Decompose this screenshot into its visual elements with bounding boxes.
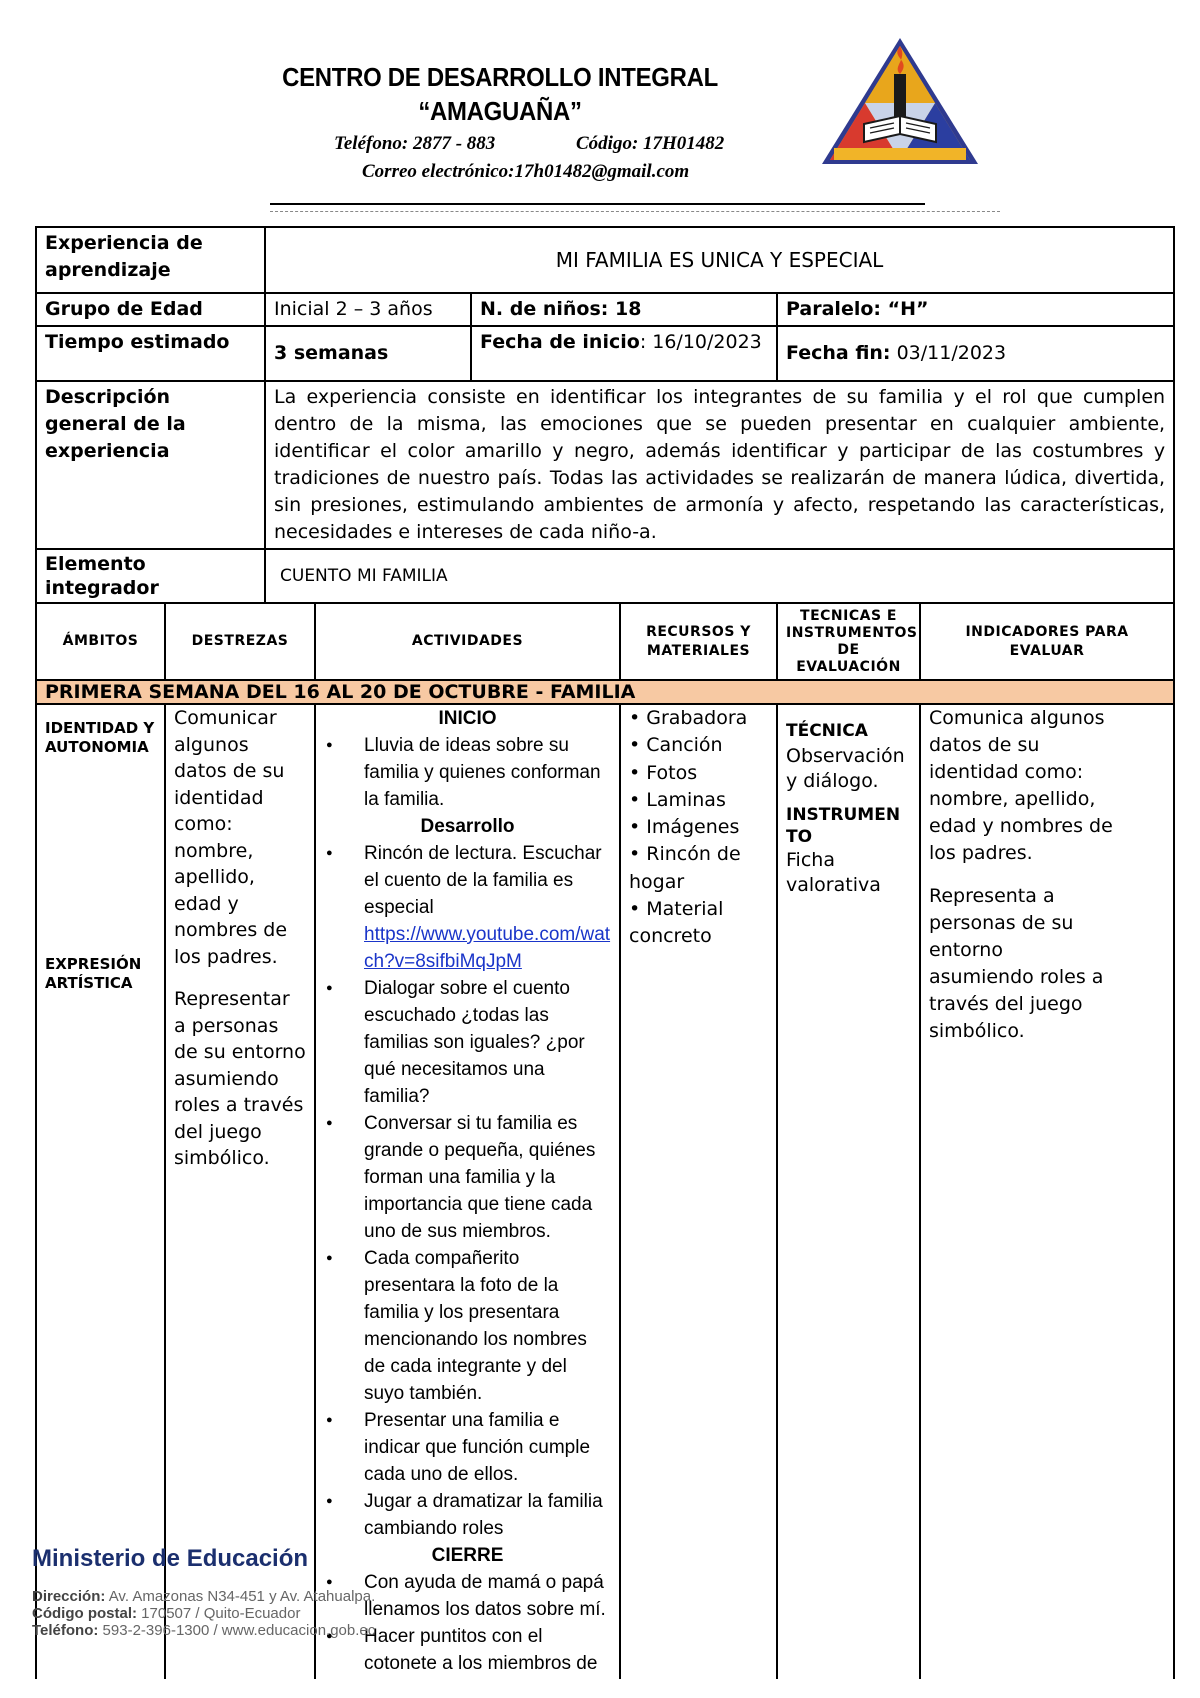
header-rule <box>270 203 925 205</box>
ninos-label: N. de niños: 18 <box>471 293 777 326</box>
tiempo-label: Tiempo estimado <box>36 326 265 381</box>
ambito-expresion: EXPRESIÓN ARTÍSTICA <box>45 955 142 992</box>
footer-direccion-label: Dirección: <box>32 1588 106 1605</box>
indicador-identidad: Comunica algunos datos de su identidad como: nombre, apellido, edad y nombres de los padres. <box>929 707 1113 864</box>
destrezas-cell <box>165 704 315 1679</box>
recursos-cell <box>620 704 777 1679</box>
tiempo-value: 3 semanas <box>265 326 471 381</box>
col-recursos: RECURSOS Y MATERIALES <box>620 603 777 680</box>
descripcion-label: Descripción general de la experiencia <box>36 381 265 549</box>
col-indicadores: INDICADORES PARA EVALUAR <box>920 603 1174 680</box>
grupo-value: Inicial 2 – 3 años <box>265 293 471 326</box>
institution-phone: Teléfono: 2877 - 883 <box>334 133 496 154</box>
experiencia-value: MI FAMILIA ES UNICA Y ESPECIAL <box>265 227 1174 293</box>
planning-table <box>35 226 1175 1679</box>
tecnicas-cell <box>777 704 920 1679</box>
recurso-item: • Laminas <box>629 788 726 811</box>
recurso-item: • Rincón de hogar <box>629 843 741 893</box>
ambitos-cell <box>36 704 165 1679</box>
col-ambitos: ÁMBITOS <box>36 603 165 680</box>
fecha-inicio-value: : 16/10/2023 <box>639 331 762 353</box>
instrumento-label: INSTRUMENTO <box>786 805 901 847</box>
tecnica-label: TÉCNICA <box>786 721 868 741</box>
grupo-label: Grupo de Edad <box>36 293 265 326</box>
inicio-list <box>324 732 611 813</box>
footer-telefono <box>32 1622 375 1639</box>
col-tecnicas: TECNICAS E INSTRUMENTOS DE EVALUACIÓN <box>777 603 920 680</box>
ambito-identidad: IDENTIDAD Y AUTONOMIA <box>45 719 155 756</box>
footer-direccion-value: Av. Amazonas N34-451 y Av. Atahualpa. <box>105 1588 376 1605</box>
institution-email: Correo electrónico:17h01482@gmail.com <box>362 161 690 182</box>
instrumento-value: Ficha valorativa <box>786 849 881 896</box>
recurso-item: • Material concreto <box>629 898 724 948</box>
destreza-identidad: Comunicar algunos datos de su identidad como: nombre, apellido, edad y nombres de los padres. <box>174 707 288 968</box>
col-actividades: ACTIVIDADES <box>315 603 620 680</box>
elemento-label: Elemento integrador <box>36 549 265 603</box>
cierre-heading: CIERRE <box>431 1545 504 1566</box>
institution-name: “AMAGUAÑA” <box>418 96 582 126</box>
paralelo-label: Paralelo: “H” <box>777 293 1174 326</box>
descripcion-value: La experiencia consiste en identificar los integrantes de su familia y el rol que cumplen dentro de la misma, las emociones que se pueden presentar en cualquier ambiente, identificar el color amarillo y negro, además identificar y participar de las costumbres y tradiciones de nuestro país. Todas las actividades se realizarán de manera lúdica, divertida, sin presiones, estimulando ambientes de armonía y afecto, respetando las características, necesidades e intereses de cada niño-a. <box>265 381 1174 549</box>
footer-telefono-label: Teléfono: <box>32 1622 99 1639</box>
week-banner: PRIMERA SEMANA DEL 16 AL 20 DE OCTUBRE - FAMILIA <box>36 680 1174 704</box>
indicadores-cell <box>920 704 1174 1679</box>
desarrollo-heading: Desarrollo <box>420 816 515 837</box>
recurso-item: • Fotos <box>629 761 698 784</box>
indicador-expresion: Representa a personas de su entorno asumiendo roles a través del juego simbólico. <box>929 885 1104 1042</box>
recurso-item: • Imágenes <box>629 816 740 839</box>
institution-code: Código: 17H01482 <box>576 133 725 154</box>
desarrollo-item: ● Cada compañerito presentara la foto de la familia y los presentara mencionando los nombres de cada integrante y del suyo también. <box>364 1245 611 1407</box>
ministry-name: Ministerio de Educación <box>32 1545 309 1572</box>
inicio-item: ● Lluvia de ideas sobre su familia y quienes conforman la familia. <box>364 732 611 813</box>
desarrollo-item: ● Conversar si tu familia es grande o pequeña, quiénes forman una familia y la importancia que tiene cada uno de sus miembros. <box>364 1110 611 1245</box>
footer-telefono-value: 593-2-396-1300 / www.educacion.gob.ec <box>98 1622 376 1639</box>
actividades-cell <box>315 704 620 1679</box>
footer-postal-value: 170507 / Quito-Ecuador <box>137 1605 301 1622</box>
desarrollo-item: ● Dialogar sobre el cuento escuchado ¿todas las familias son iguales? ¿por qué necesitamos una familia? <box>364 975 611 1110</box>
institution-title: CENTRO DE DESARROLLO INTEGRAL <box>282 62 718 92</box>
story-video-link[interactable]: https://www.youtube.com/watch?v=8sifbiMqJpM <box>364 924 611 972</box>
desarrollo-item: ● Presentar una familia e indicar que función cumple cada uno de ellos. <box>364 1407 611 1488</box>
school-logo <box>820 36 980 170</box>
destreza-expresion: Representar a personas de su entorno asumiendo roles a través del juego simbólico. <box>174 988 306 1169</box>
elemento-value: CUENTO MI FAMILIA <box>265 549 1174 603</box>
footer-postal-label: Código postal: <box>32 1605 137 1622</box>
footer-direccion <box>32 1588 375 1605</box>
experiencia-label: Experiencia de aprendizaje <box>36 227 265 293</box>
tecnica-value: Observación y diálogo. <box>786 745 905 792</box>
recurso-item: • Canción <box>629 734 723 757</box>
fecha-fin-cell <box>777 326 1174 381</box>
footer-postal <box>32 1605 300 1622</box>
inicio-heading: INICIO <box>438 708 497 729</box>
fecha-fin-label: Fecha fin: <box>786 342 891 364</box>
school-logo-icon <box>820 36 980 170</box>
cierre-item: ● Hacer puntitos con el cotonete a los miembros de <box>364 1623 611 1677</box>
desarrollo-list <box>324 840 611 1542</box>
fecha-inicio-label: Fecha de inicio <box>480 331 640 353</box>
header-dashed-rule <box>270 211 1000 212</box>
desarrollo-item-text: Rincón de lectura. Escuchar el cuento de la familia es especial <box>364 843 602 918</box>
fecha-fin-value: 03/11/2023 <box>890 342 1007 364</box>
col-destrezas: DESTREZAS <box>165 603 315 680</box>
fecha-inicio-cell <box>471 326 777 381</box>
desarrollo-item: ● Jugar a dramatizar la familia cambiando roles <box>364 1488 611 1542</box>
recurso-item: • Grabadora <box>629 707 748 729</box>
desarrollo-item <box>364 840 611 975</box>
cierre-item: ● Con ayuda de mamá o papá llenamos los datos sobre mí. <box>364 1569 611 1623</box>
